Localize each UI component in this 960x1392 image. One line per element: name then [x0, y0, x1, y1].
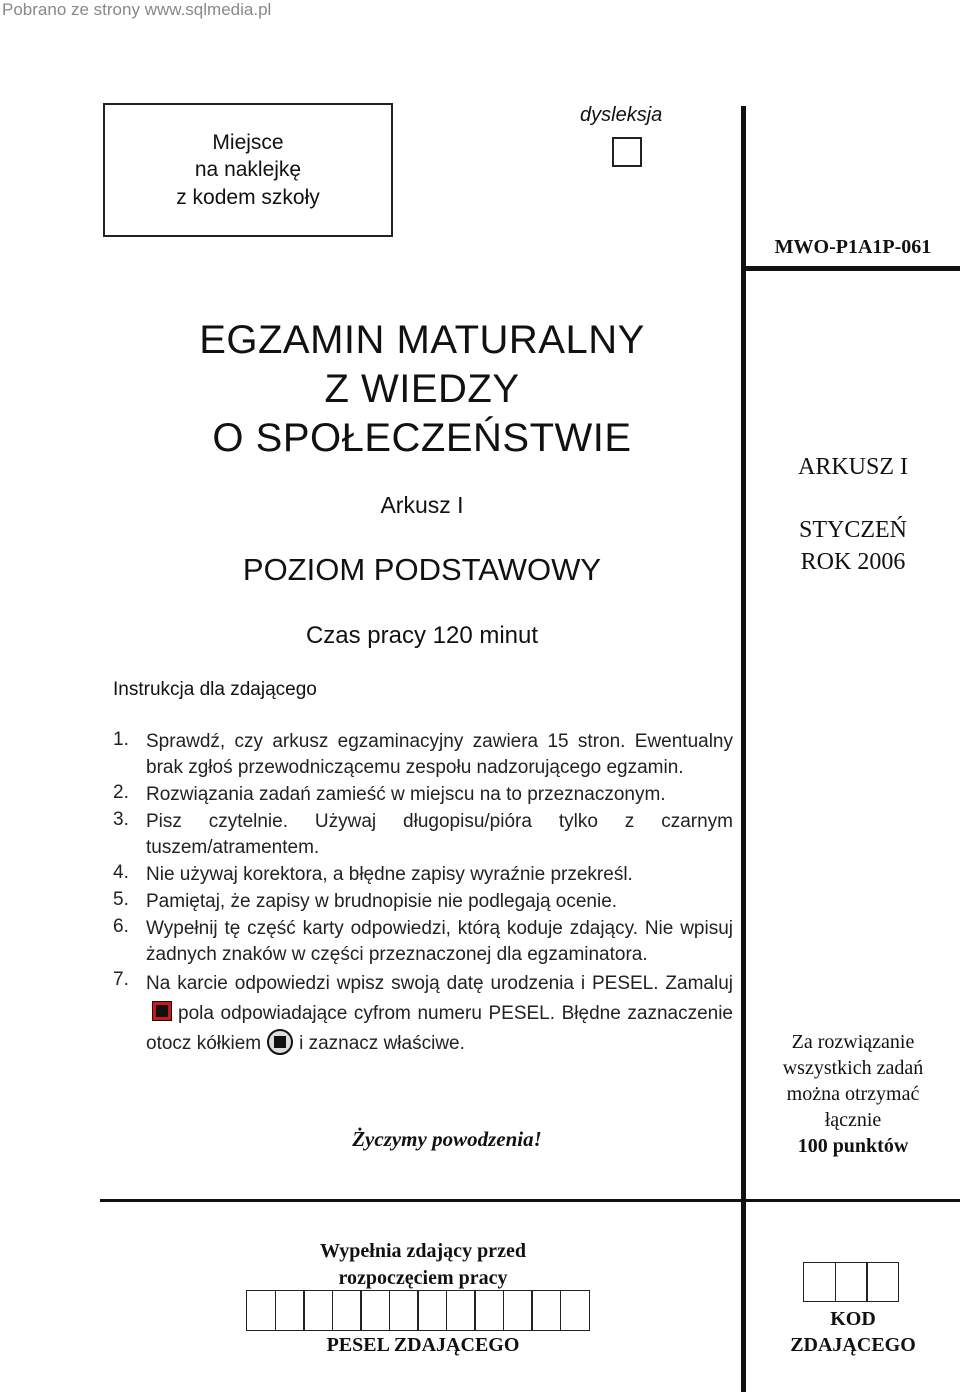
pesel-digit-box[interactable] — [303, 1290, 333, 1331]
pesel-digit-box[interactable] — [474, 1290, 504, 1331]
pesel-digit-box[interactable] — [531, 1290, 561, 1331]
side-date — [746, 514, 960, 578]
time-label: Czas pracy 120 minut — [305, 622, 539, 649]
item-text-part: pola odpowiadające cyfrom numeru PESEL. Błędne zaznaczenie otocz kółkiem — [146, 1003, 733, 1054]
good-luck-text: Życzymy powodzenia! — [352, 1127, 542, 1151]
item-number: 7. — [113, 969, 129, 990]
pesel-digit-box[interactable] — [417, 1290, 447, 1331]
pesel-digit-box[interactable] — [503, 1290, 533, 1331]
watermark: Pobrano ze strony www.sqlmedia.pl — [2, 0, 272, 19]
candidate-code-grid — [803, 1262, 898, 1302]
exam-title-line: EGZAMIN MATURALNY — [199, 318, 645, 362]
instructions-heading: Instrukcja dla zdającego — [113, 679, 317, 700]
item-number: 3. — [113, 809, 129, 830]
list-item — [113, 889, 733, 915]
side-year: ROK 2006 — [800, 549, 906, 575]
list-item — [113, 916, 733, 968]
pesel-digit-box[interactable] — [560, 1290, 590, 1331]
points-line: wszystkich zadań — [782, 1057, 924, 1079]
pesel-grid — [246, 1290, 588, 1331]
circled-square-icon — [267, 1029, 293, 1055]
candidate-code-label — [746, 1306, 960, 1358]
item-text: Pisz czytelnie. Używaj długopisu/pióra tylko z czarnym tuszem/atramentem. — [146, 811, 733, 858]
sticker-placeholder — [103, 103, 393, 237]
side-sheet-label: ARKUSZ I — [797, 454, 908, 480]
sticker-line: Miejsce — [212, 131, 284, 155]
fill-note-line: rozpoczęciem pracy — [338, 1267, 508, 1289]
item-text — [146, 969, 733, 1059]
code-digit-box[interactable] — [866, 1262, 899, 1302]
pesel-digit-box[interactable] — [360, 1290, 390, 1331]
list-item — [113, 782, 733, 808]
item-number: 4. — [113, 862, 129, 883]
item-number: 1. — [113, 729, 129, 750]
pesel-digit-box[interactable] — [275, 1290, 305, 1331]
dyslexia-checkbox[interactable] — [612, 137, 642, 167]
sticker-line: z kodem szkoły — [176, 185, 320, 209]
item-number: 6. — [113, 916, 129, 937]
item-text: Rozwiązania zadań zamieść w miejscu na to przeznaczonym. — [146, 784, 666, 805]
fill-note — [246, 1238, 600, 1292]
pesel-label: PESEL ZDAJĄCEGO — [326, 1334, 520, 1356]
points-total: 100 punktów — [797, 1135, 909, 1157]
pesel-digit-box[interactable] — [246, 1290, 276, 1331]
kod-label-line: ZDAJĄCEGO — [790, 1334, 916, 1356]
item-text: Wypełnij tę część karty odpowiedzi, którą koduje zdający. Nie wpisuj żadnych znaków w części przeznaczonej dla egzaminatora. — [146, 918, 733, 965]
sheet-label: Arkusz I — [380, 492, 464, 518]
points-info — [746, 1029, 960, 1159]
code-digit-box[interactable] — [803, 1262, 836, 1302]
pesel-digit-box[interactable] — [332, 1290, 362, 1331]
item-text-part: Na karcie odpowiedzi wpisz swoją datę urodzenia i PESEL. Zamaluj — [146, 973, 733, 994]
pesel-digit-box[interactable] — [389, 1290, 419, 1331]
item-text-part: i zaznacz właściwe. — [299, 1033, 465, 1054]
points-line: Za rozwiązanie — [791, 1031, 915, 1053]
code-digit-box[interactable] — [835, 1262, 868, 1302]
item-number: 2. — [113, 782, 129, 803]
dyslexia-label: dysleksja — [580, 104, 663, 126]
level-label: POZIOM PODSTAWOWY — [242, 552, 602, 587]
exam-code: MWO-P1A1P-061 — [774, 236, 932, 258]
item-text: Sprawdź, czy arkusz egzaminacyjny zawiera 15 stron. Ewentualny brak zgłoś przewodniczącemu zespołu nadzorującego egzamin. — [146, 731, 733, 778]
exam-title-line: O SPOŁECZEŃSTWIE — [212, 416, 632, 460]
list-item — [113, 729, 733, 781]
pesel-digit-box[interactable] — [446, 1290, 476, 1331]
fill-note-line: Wypełnia zdający przed — [320, 1240, 526, 1262]
points-line: można otrzymać — [786, 1083, 920, 1105]
item-text: Nie używaj korektora, a błędne zapisy wyraźnie przekreśl. — [146, 864, 633, 885]
list-item — [113, 969, 733, 1059]
sticker-line: na naklejkę — [194, 158, 302, 182]
filled-square-icon — [152, 1001, 172, 1021]
list-item — [113, 809, 733, 861]
kod-label-line: KOD — [830, 1308, 876, 1330]
item-number: 5. — [113, 889, 129, 910]
item-text: Pamiętaj, że zapisy w brudnopisie nie podlegają ocenie. — [146, 891, 618, 912]
list-item — [113, 862, 733, 888]
exam-title-line: Z WIEDZY — [324, 367, 520, 411]
points-line: łącznie — [824, 1109, 882, 1131]
side-month: STYCZEŃ — [799, 517, 907, 543]
code-divider — [741, 266, 960, 271]
bottom-divider — [100, 1199, 960, 1202]
instructions-list — [113, 729, 733, 1060]
